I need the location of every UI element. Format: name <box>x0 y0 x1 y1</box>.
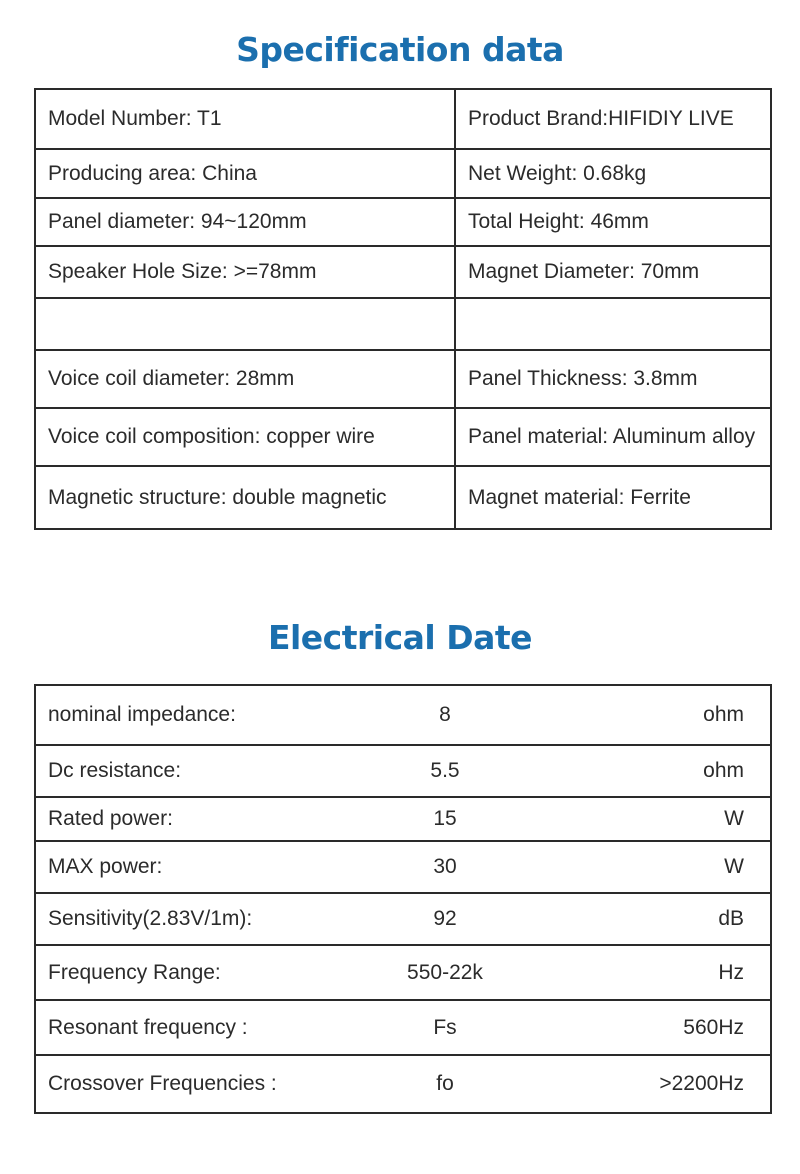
param-unit: ohm <box>525 745 771 797</box>
param-unit: dB <box>525 893 771 945</box>
spec-cell: Voice coil diameter: 28mm <box>35 350 455 408</box>
param-value: 30 <box>365 841 525 893</box>
spec-cell: Total Height: 46mm <box>455 198 771 246</box>
spec-cell: Voice coil composition: copper wire <box>35 408 455 466</box>
table-row <box>35 797 771 841</box>
specification-title: Specification data <box>236 30 564 69</box>
table-row <box>35 1055 771 1113</box>
param-unit: 560Hz <box>525 1000 771 1055</box>
electrical-table <box>34 684 772 1114</box>
spec-cell: Speaker Hole Size: >=78mm <box>35 246 455 298</box>
table-row <box>35 198 771 246</box>
table-row <box>35 893 771 945</box>
table-row <box>35 945 771 1000</box>
table-row <box>35 408 771 466</box>
param-unit: Hz <box>525 945 771 1000</box>
spec-cell: Panel material: Aluminum alloy <box>455 408 771 466</box>
specification-table <box>34 88 772 530</box>
table-row <box>35 466 771 529</box>
spec-cell: Panel diameter: 94~120mm <box>35 198 455 246</box>
param-value: 92 <box>365 893 525 945</box>
spec-cell: Magnetic structure: double magnetic <box>35 466 455 529</box>
param-value: 8 <box>365 685 525 745</box>
param-value: 15 <box>365 797 525 841</box>
spec-cell: Product Brand:HIFIDIY LIVE <box>455 89 771 149</box>
param-name: MAX power: <box>35 841 365 893</box>
spec-cell: Model Number: T1 <box>35 89 455 149</box>
param-value: fo <box>365 1055 525 1113</box>
spec-cell <box>35 298 455 350</box>
param-value: 550-22k <box>365 945 525 1000</box>
table-row <box>35 1000 771 1055</box>
param-unit: ohm <box>525 685 771 745</box>
param-name: Dc resistance: <box>35 745 365 797</box>
spec-cell <box>455 298 771 350</box>
table-row <box>35 149 771 198</box>
param-name: Rated power: <box>35 797 365 841</box>
table-row <box>35 745 771 797</box>
param-value: Fs <box>365 1000 525 1055</box>
table-row <box>35 298 771 350</box>
table-row <box>35 89 771 149</box>
param-unit: W <box>525 797 771 841</box>
spec-cell: Magnet Diameter: 70mm <box>455 246 771 298</box>
spec-cell: Panel Thickness: 3.8mm <box>455 350 771 408</box>
param-name: Sensitivity(2.83V/1m): <box>35 893 365 945</box>
param-value: 5.5 <box>365 745 525 797</box>
param-unit: >2200Hz <box>525 1055 771 1113</box>
spec-cell: Net Weight: 0.68kg <box>455 149 771 198</box>
table-row <box>35 841 771 893</box>
table-row <box>35 350 771 408</box>
table-row <box>35 246 771 298</box>
param-unit: W <box>525 841 771 893</box>
spec-cell: Producing area: China <box>35 149 455 198</box>
param-name: Resonant frequency : <box>35 1000 365 1055</box>
param-name: nominal impedance: <box>35 685 365 745</box>
table-row <box>35 685 771 745</box>
electrical-title: Electrical Date <box>267 618 533 657</box>
param-name: Frequency Range: <box>35 945 365 1000</box>
spec-cell: Magnet material: Ferrite <box>455 466 771 529</box>
param-name: Crossover Frequencies : <box>35 1055 365 1113</box>
